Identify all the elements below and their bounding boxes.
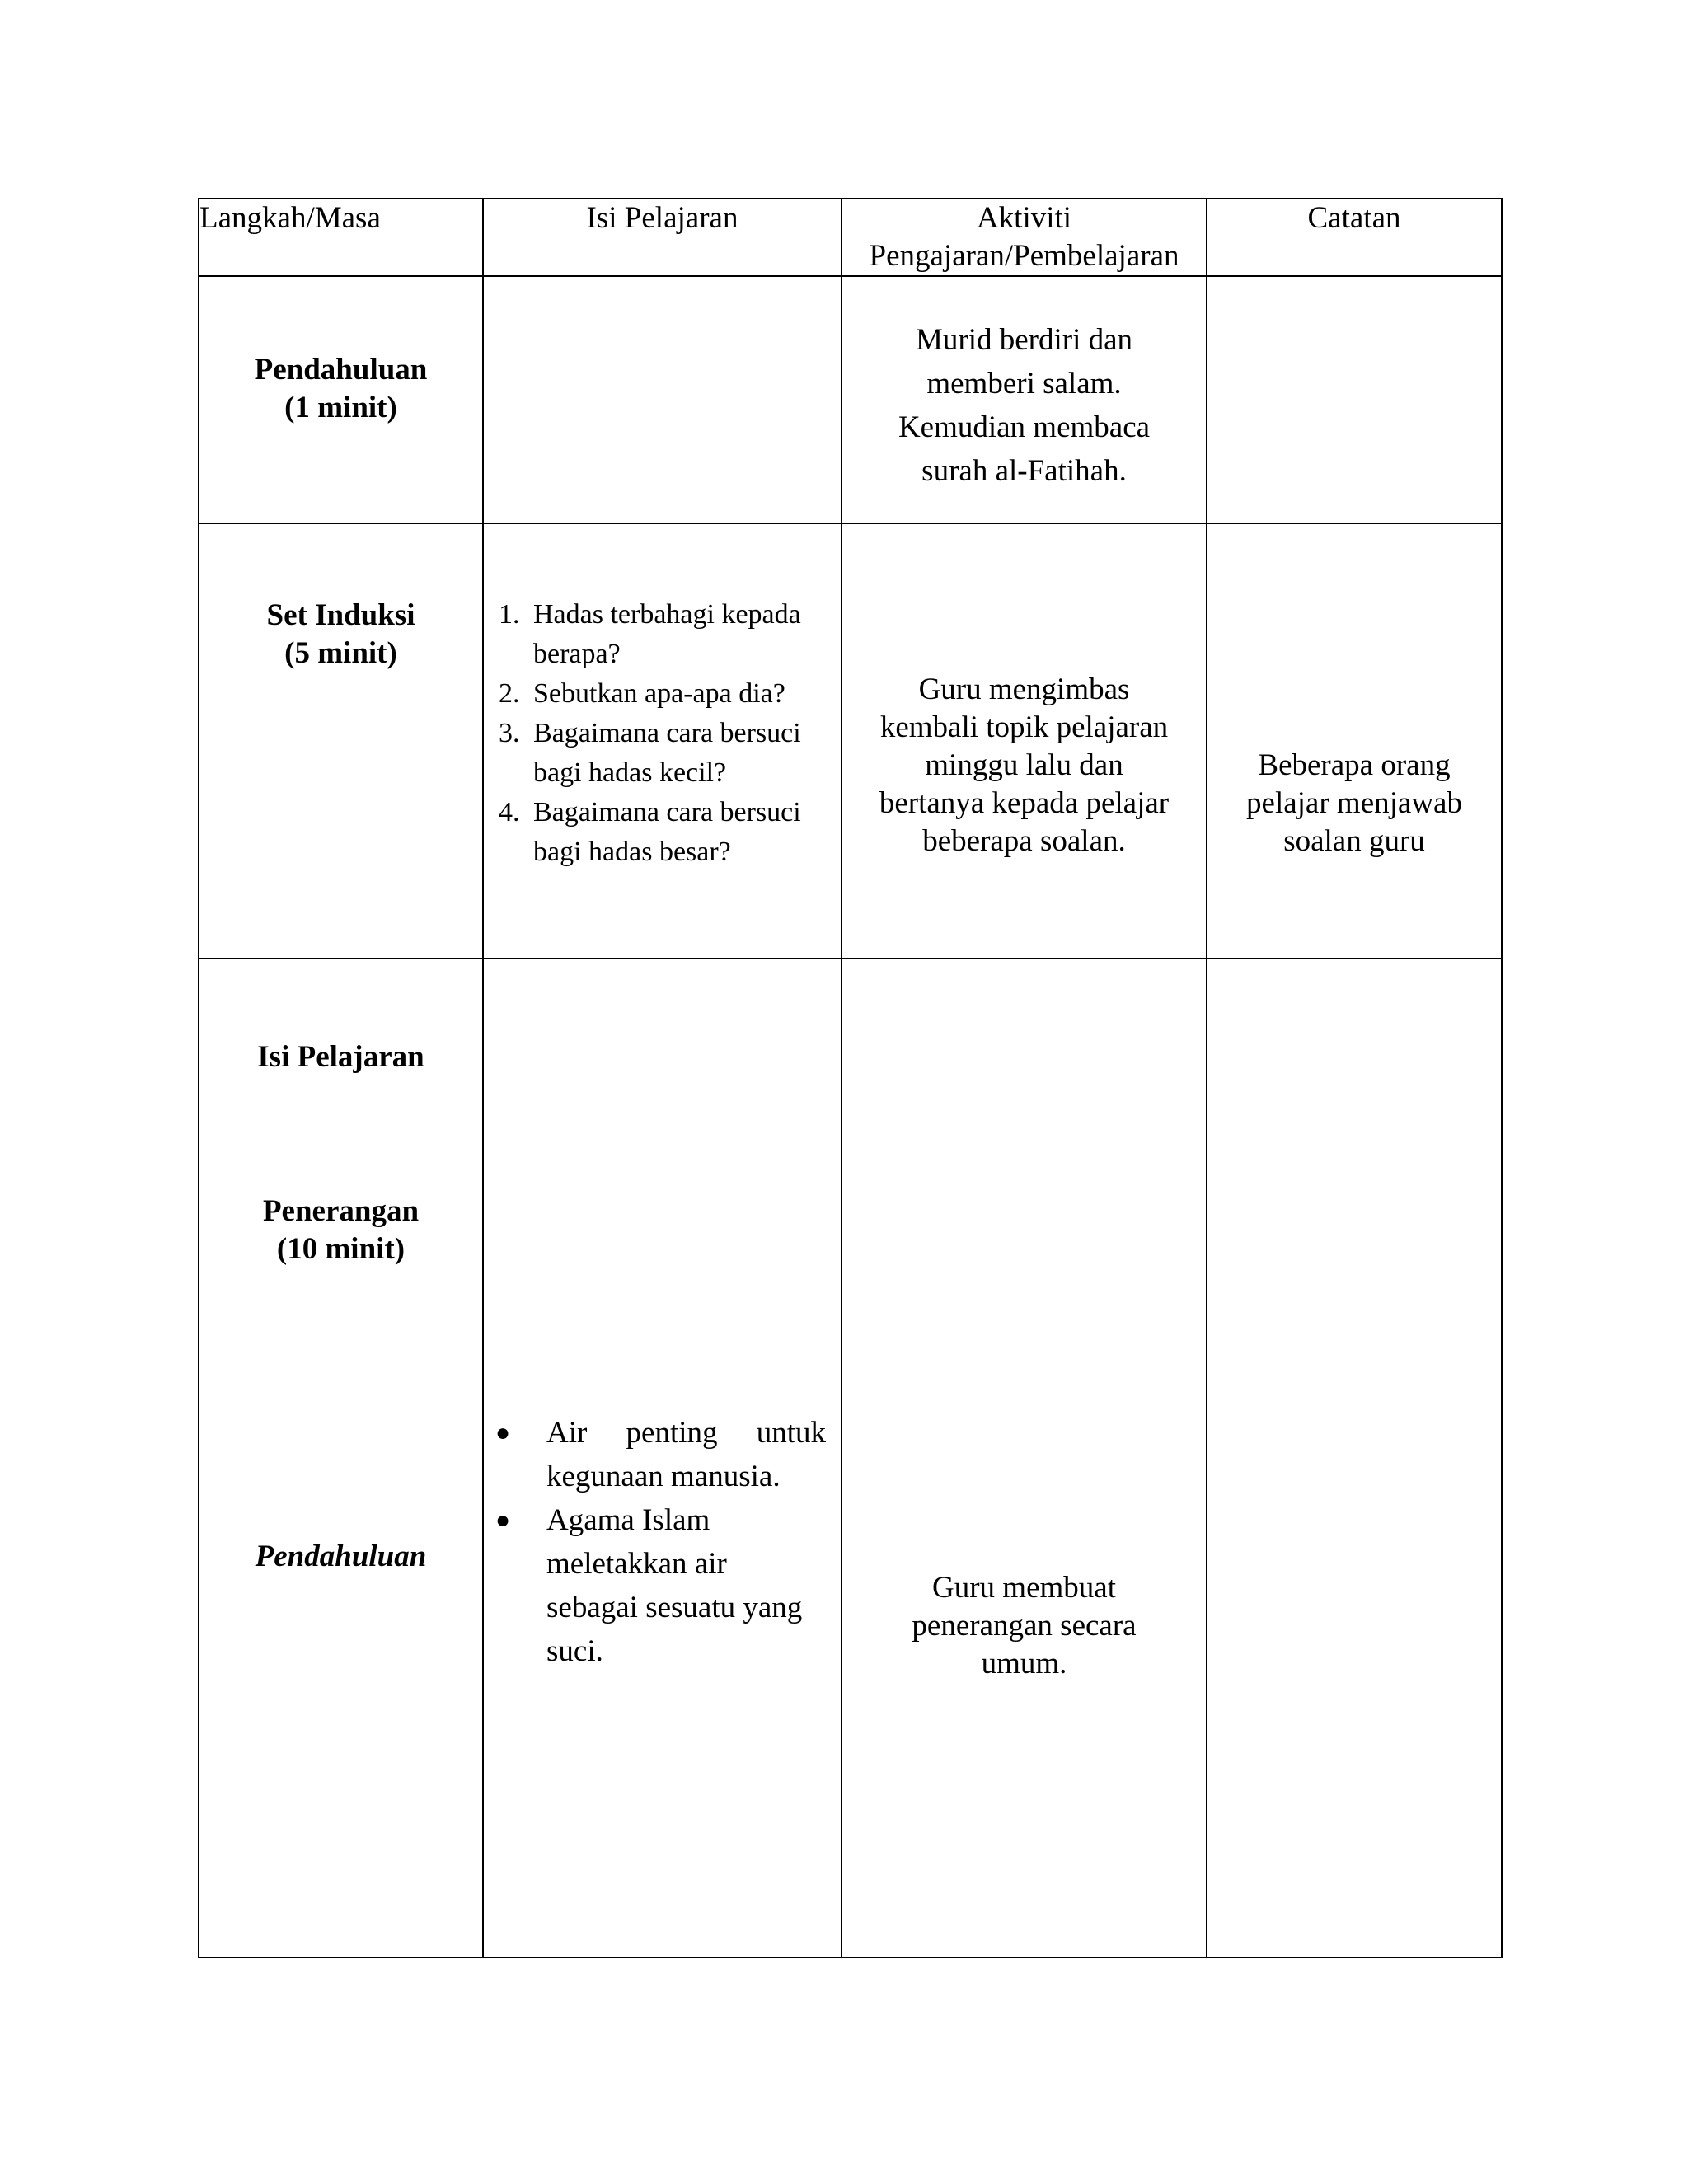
header-aktiviti-line2: Pengajaran/Pembelajaran (869, 239, 1179, 273)
list-item-line: kegunaan manusia. (546, 1460, 781, 1493)
notes-cell (1207, 523, 1502, 958)
list-item (499, 793, 826, 872)
notes-line: Beberapa orang (1258, 748, 1451, 782)
list-number: 4. (499, 797, 520, 827)
list-item-line: Agama Islam (546, 1503, 710, 1537)
question-list (484, 595, 841, 872)
table-row (199, 523, 1502, 958)
stage-cell (199, 523, 483, 958)
notes-line: pelajar menjawab (1246, 786, 1462, 820)
activity-cell (842, 523, 1207, 958)
stage-time: (10 minit) (276, 1232, 406, 1266)
list-number: 2. (499, 678, 520, 709)
list-item-line: suci. (546, 1634, 603, 1668)
activity-line: surah al-Fatihah. (921, 454, 1127, 488)
content-cell (483, 523, 842, 958)
activity-line: memberi salam. (926, 367, 1122, 401)
notes-cell (1207, 958, 1502, 1957)
bullet-list (484, 1411, 841, 1673)
stage-heading: Isi Pelajaran (257, 1040, 424, 1074)
list-item (499, 674, 826, 714)
lesson-plan-table (198, 198, 1503, 1958)
activity-line: Guru mengimbas (918, 673, 1130, 706)
list-item (495, 1411, 826, 1498)
stage-time: (5 minit) (284, 636, 397, 670)
list-item-line: bagi hadas besar? (533, 837, 731, 867)
stage-subheading: Pendahuluan (255, 1540, 427, 1573)
activity-line: penerangan secara (912, 1609, 1137, 1643)
list-item-line: berapa? (533, 639, 621, 669)
list-item (499, 714, 826, 793)
header-aktiviti (842, 199, 1207, 276)
bullet-icon: ● (495, 1419, 511, 1446)
list-item-line: meletakkan air (546, 1547, 727, 1581)
stage-cell (199, 276, 483, 523)
list-number: 1. (499, 599, 520, 630)
notes-line: soalan guru (1283, 824, 1425, 858)
activity-line: bertanya kepada pelajar (879, 786, 1170, 820)
notes-cell (1207, 276, 1502, 523)
list-item-line: bagi hadas kecil? (533, 757, 727, 788)
list-item-line: Hadas terbahagi kepada (533, 599, 801, 630)
activity-line: Guru membuat (932, 1571, 1116, 1605)
bullet-icon: ● (495, 1507, 511, 1534)
stage-cell (199, 958, 483, 1957)
content-cell (483, 276, 842, 523)
list-item-line: Air penting untuk (546, 1416, 826, 1450)
list-item (495, 1498, 826, 1673)
stage-time: (1 minit) (284, 391, 397, 424)
header-isi-pelajaran: Isi Pelajaran (483, 199, 842, 276)
activity-line: umum. (981, 1647, 1067, 1680)
activity-line: kembali topik pelajaran (879, 710, 1169, 744)
list-item-line: Bagaimana cara bersuci (533, 797, 801, 827)
list-item (499, 595, 826, 674)
table-header-row (199, 199, 1502, 276)
list-item-line: sebagai sesuatu yang (546, 1591, 803, 1624)
list-item-line: Bagaimana cara bersuci (533, 718, 801, 748)
activity-cell (842, 958, 1207, 1957)
header-langkah-masa: Langkah/Masa (199, 199, 483, 276)
stage-title: Set Induksi (266, 598, 415, 632)
header-catatan: Catatan (1207, 199, 1502, 276)
list-item-line: Sebutkan apa-apa dia? (533, 678, 785, 709)
activity-line: Murid berdiri dan (915, 323, 1133, 357)
content-cell (483, 958, 842, 1957)
table-row (199, 276, 1502, 523)
header-aktiviti-line1: Aktiviti (976, 201, 1072, 235)
activity-cell (842, 276, 1207, 523)
activity-line: Kemudian membaca (898, 410, 1151, 444)
stage-title: Pendahuluan (254, 353, 428, 387)
list-number: 3. (499, 718, 520, 748)
activity-line: beberapa soalan. (922, 824, 1126, 858)
table-row (199, 958, 1502, 1957)
activity-line: minggu lalu dan (925, 748, 1123, 782)
stage-title: Penerangan (262, 1194, 420, 1228)
